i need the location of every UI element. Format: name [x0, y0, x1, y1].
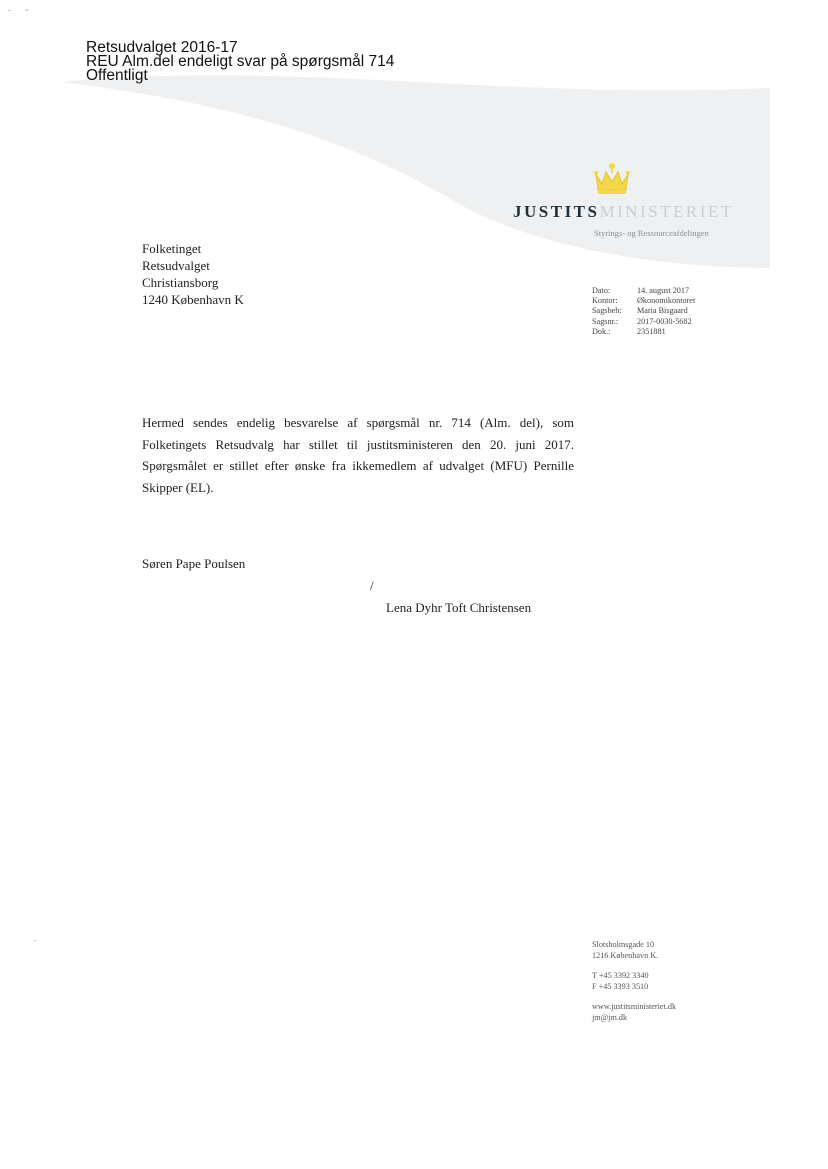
recipient-line: Retsudvalget [142, 258, 210, 273]
footer-website-link[interactable]: www.justitsministeriet.dk [592, 1002, 677, 1011]
stamp-classification: Offentligt [86, 67, 148, 84]
scan-speck [34, 940, 36, 941]
recipient-line: Folketinget [142, 241, 202, 256]
meta-value: 14. august 2017 [637, 286, 690, 295]
scan-marks: ¨ ˜ [8, 8, 35, 18]
meta-value: 2017-0030-5682 [637, 316, 692, 326]
meta-row-date [592, 286, 695, 296]
department-name: Styrings- og Ressourceafdelingen [594, 228, 709, 238]
ministry-name-part2: MINISTERIET [599, 202, 734, 221]
meta-value: Maria Bisgaard [637, 306, 688, 316]
footer-fax: F +45 3393 3510 [592, 981, 649, 991]
recipient-address [142, 240, 244, 308]
stamp-committee: Retsudvalget 2016-17 [86, 39, 238, 56]
footer-phone: T +45 3392 3340 [592, 971, 649, 980]
signer-minister: Søren Pape Poulsen [142, 556, 246, 571]
signature-separator: / [370, 578, 374, 593]
case-metadata [592, 286, 695, 337]
crown-icon [592, 160, 632, 196]
meta-label: Sagsbeh: [592, 306, 622, 316]
ministry-contact-footer [592, 940, 676, 1023]
meta-row-document [592, 327, 695, 337]
recipient-line: 1240 København K [142, 292, 244, 307]
meta-label: Kontor: [592, 296, 618, 306]
signer-official: Lena Dyhr Toft Christensen [386, 600, 532, 615]
letter-body: Hermed sendes endelig besvarelse af spørgsmål nr. 714 (Alm. del), som Folketingets Retsudvalg har stillet til justitsministeren den 20. juni 2017. Spørgsmålet er stillet efter ønske fra ikkemedlem af udvalget (MFU) Pernille Skipper (EL). [142, 415, 574, 495]
meta-label: Dato: [592, 286, 611, 295]
meta-label: Sagsnr.: [592, 316, 619, 326]
stamp-reference: REU Alm.del endeligt svar på spørgsmål 714 [86, 53, 395, 70]
ministry-name [513, 202, 734, 222]
meta-label: Dok.: [592, 326, 611, 336]
meta-row-office [592, 296, 695, 306]
meta-row-handler [592, 306, 695, 316]
footer-address-street: Slotsholmsgade 10 [592, 940, 655, 949]
meta-value: Økonomikontoret [637, 296, 696, 306]
meta-value: 2351881 [637, 326, 666, 336]
recipient-line: Christiansborg [142, 275, 219, 290]
meta-row-case-number [592, 317, 695, 327]
ministry-logo [508, 160, 734, 240]
archive-stamp [86, 41, 394, 83]
footer-email-link[interactable]: jm@jm.dk [592, 1012, 628, 1022]
ministry-name-part1: JUSTITS [513, 202, 600, 221]
footer-address-city: 1216 København K. [592, 950, 659, 960]
